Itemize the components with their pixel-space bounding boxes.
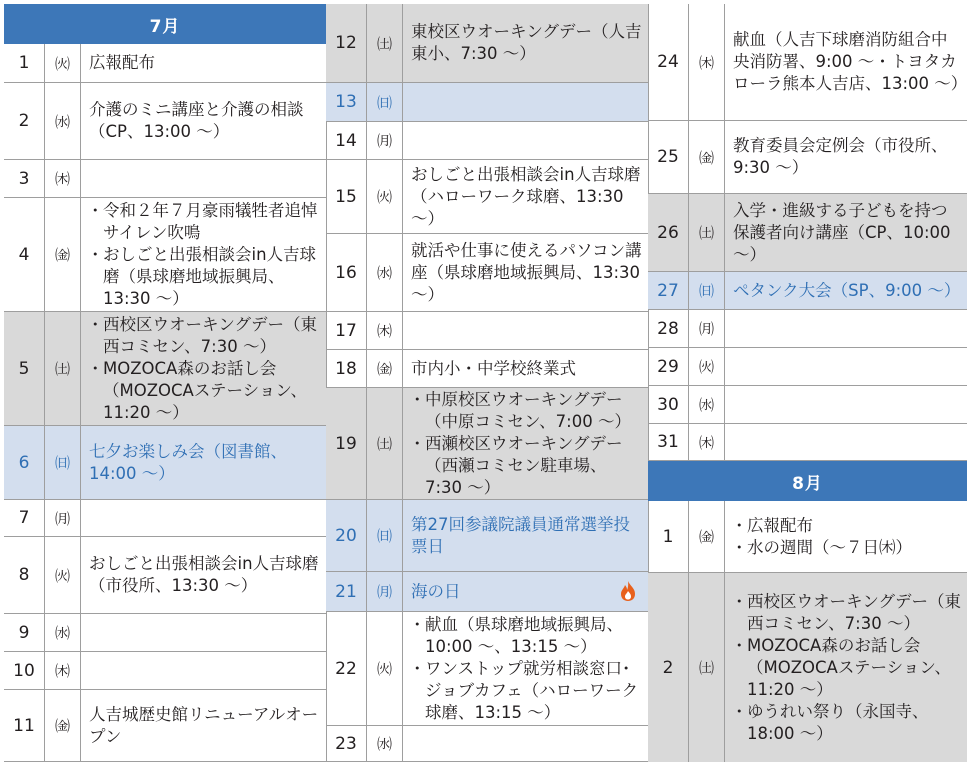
event-text: 七夕お楽しみ会（図書館、14:00 ～） (89, 441, 287, 483)
day-row (648, 4, 967, 121)
day-row (4, 690, 326, 762)
event-cell (725, 424, 967, 460)
event-cell (81, 426, 326, 499)
event-cell (725, 121, 967, 193)
event-text: 海の日 (411, 581, 461, 601)
day-row (4, 83, 326, 160)
event-text: 広報配布 (89, 53, 155, 72)
event-cell (725, 386, 967, 423)
day-number: 3 (4, 160, 45, 197)
event-item: ・ 西校区ウオーキングデー（東西コミセン、7:30 ～） (733, 591, 961, 635)
day-number: 9 (4, 614, 45, 651)
event-text: 東校区ウオーキングデー（人吉東小、7:30 ～） (411, 22, 642, 63)
fire-icon (620, 580, 636, 608)
event-list (411, 614, 642, 724)
weekday: ㈭ (689, 4, 725, 120)
day-row (326, 612, 648, 726)
day-row (648, 194, 967, 272)
event-cell (81, 160, 326, 197)
day-number: 1 (648, 501, 689, 572)
weekday: ㈭ (367, 312, 403, 349)
weekday: ㈯ (689, 194, 725, 271)
weekday: ㈮ (689, 501, 725, 572)
day-number: 31 (648, 424, 689, 460)
weekday: ㈰ (367, 500, 403, 571)
day-number: 30 (648, 386, 689, 423)
weekday: ㈬ (367, 234, 403, 311)
event-text: 入学・進級する子どもを持つ保護者向け講座（CP、10:00 ～） (733, 200, 951, 264)
day-number: 22 (326, 612, 367, 725)
day-number: 19 (326, 388, 367, 499)
event-cell (81, 690, 326, 761)
event-cell (403, 500, 648, 571)
event-item: ・ MOZOCA森のお話し会（MOZOCAステーション、11:20 ～） (89, 358, 320, 424)
day-number: 12 (326, 4, 367, 82)
day-number: 14 (326, 122, 367, 159)
weekday: ㈰ (367, 83, 403, 121)
day-row (4, 426, 326, 500)
event-cell (403, 312, 648, 349)
event-item: ・ 西瀬校区ウオーキングデー（西瀬コミセン駐車場、7:30 ～） (411, 433, 642, 499)
event-cell (81, 500, 326, 536)
event-list (733, 515, 961, 559)
weekday: ㈮ (367, 350, 403, 387)
weekday: ㈫ (689, 348, 725, 385)
day-row (648, 348, 967, 386)
event-text: 介護のミニ講座と介護の相談（CP、13:00 ～） (89, 100, 304, 141)
event-text: 教育委員会定例会（市役所、9:30 ～） (733, 136, 948, 177)
event-list (89, 314, 320, 424)
day-row (4, 537, 326, 614)
event-item: ・ ゆうれい祭り（永国寺、18:00 ～） (733, 701, 961, 745)
day-row (648, 310, 967, 348)
event-text: おしごと出張相談会in人吉球磨（市役所、13:30 ～） (89, 554, 319, 595)
event-text: おしごと出張相談会in人吉球磨（ハローワーク球磨、13:30 ～） (411, 164, 641, 228)
weekday: ㈬ (45, 83, 81, 159)
event-cell (725, 310, 967, 347)
event-item: ・ おしごと出張相談会in人吉球磨（県球磨地域振興局、13:30 ～） (89, 244, 320, 310)
event-text: 就活や仕事に使えるパソコン講座（県球磨地域振興局、13:30 ～） (411, 240, 642, 304)
event-item: ・ MOZOCA森のお話し会（MOZOCAステーション、11:20 ～） (733, 635, 961, 701)
event-cell (81, 312, 326, 425)
event-text: 献血（人吉下球磨消防組合中央消防署、9:00 ～・トヨタカローラ熊本人吉店、13:00 ～） (733, 30, 968, 93)
day-number: 16 (326, 234, 367, 311)
weekday: ㈮ (45, 690, 81, 761)
day-row (326, 83, 648, 122)
weekday: ㈮ (45, 198, 81, 311)
calendar-column-1 (4, 4, 327, 762)
weekday: ㈪ (45, 500, 81, 536)
weekday: ㈰ (45, 426, 81, 499)
day-number: 17 (326, 312, 367, 349)
weekday: ㈬ (689, 386, 725, 423)
day-row (4, 312, 326, 426)
day-row (648, 386, 967, 424)
weekday: ㈯ (45, 312, 81, 425)
day-number: 25 (648, 121, 689, 193)
weekday: ㈫ (45, 44, 81, 82)
day-row (4, 44, 326, 83)
weekday: ㈬ (45, 614, 81, 651)
event-item: ・ 西校区ウオーキングデー（東西コミセン、7:30 ～） (89, 314, 320, 358)
day-number: 29 (648, 348, 689, 385)
weekday: ㈯ (689, 573, 725, 762)
day-number: 15 (326, 160, 367, 233)
weekday: ㈭ (45, 160, 81, 197)
day-number: 6 (4, 426, 45, 499)
event-text: 人吉城歴史館リニューアルオープン (89, 704, 319, 746)
event-cell (403, 388, 648, 499)
day-row (648, 272, 967, 310)
event-cell (403, 4, 648, 82)
weekday: ㈪ (367, 572, 403, 611)
event-cell (81, 198, 326, 311)
event-list (411, 389, 642, 499)
weekday: ㈫ (367, 612, 403, 725)
weekday: ㈫ (45, 537, 81, 613)
day-number: 4 (4, 198, 45, 311)
event-cell (81, 614, 326, 651)
weekday: ㈬ (367, 726, 403, 761)
day-row (326, 726, 648, 762)
event-cell (725, 573, 967, 762)
day-number: 27 (648, 272, 689, 309)
month-header-july: 7月 (4, 4, 326, 44)
day-number: 13 (326, 83, 367, 121)
event-cell (725, 501, 967, 572)
day-number: 11 (4, 690, 45, 761)
event-list (89, 200, 320, 310)
day-row (326, 500, 648, 572)
day-number: 10 (4, 652, 45, 689)
weekday: ㈭ (45, 652, 81, 689)
weekday: ㈮ (689, 121, 725, 193)
day-number: 7 (4, 500, 45, 536)
day-number: 20 (326, 500, 367, 571)
event-item: ・ 令和２年７月豪雨犠牲者追悼サイレン吹鳴 (89, 200, 320, 244)
event-cell (725, 348, 967, 385)
event-item: ・ ワンストップ就労相談窓口･ジョブカフェ（ハローワーク球磨、13:15 ～） (411, 658, 642, 724)
event-cell (81, 537, 326, 613)
day-number: 18 (326, 350, 367, 387)
event-cell (403, 612, 648, 725)
day-row (4, 160, 326, 198)
day-row (326, 572, 648, 612)
day-number: 24 (648, 4, 689, 120)
day-row (326, 234, 648, 312)
event-item: ・ 広報配布 (733, 515, 961, 537)
event-cell (403, 122, 648, 159)
event-item: ・ 献血（県球磨地域振興局、10:00 ～、13:15 ～） (411, 614, 642, 658)
day-row (326, 160, 648, 234)
day-row (326, 4, 648, 83)
event-text: 第27回参議院議員通常選挙投票日 (411, 514, 630, 556)
weekday: ㈯ (367, 388, 403, 499)
day-row (648, 424, 967, 461)
event-cell (403, 572, 648, 611)
day-row (326, 350, 648, 388)
event-item: ・ 水の週間（～７日㈭） (733, 537, 961, 559)
weekday: ㈰ (689, 272, 725, 309)
weekday: ㈯ (367, 4, 403, 82)
event-list (733, 591, 961, 745)
event-cell (81, 44, 326, 82)
day-row (648, 121, 967, 194)
event-cell (725, 272, 967, 309)
day-number: 1 (4, 44, 45, 82)
day-number: 28 (648, 310, 689, 347)
event-text: ペタンク大会（SP、9:00 ～） (733, 280, 961, 300)
event-cell (725, 4, 967, 120)
day-row (4, 198, 326, 312)
event-cell (725, 194, 967, 271)
day-row (4, 500, 326, 537)
day-number: 5 (4, 312, 45, 425)
event-cell (403, 350, 648, 387)
day-number: 21 (326, 572, 367, 611)
day-number: 26 (648, 194, 689, 271)
event-cell (403, 234, 648, 311)
day-row (4, 614, 326, 652)
calendar-column-3 (648, 4, 967, 762)
event-item: ・ 中原校区ウオーキングデー（中原コミセン、7:00 ～） (411, 389, 642, 433)
event-cell (403, 726, 648, 761)
event-cell (403, 83, 648, 121)
calendar-column-2 (326, 4, 649, 762)
event-cell (81, 652, 326, 689)
day-row (326, 388, 648, 500)
day-row (648, 501, 967, 573)
day-number: 2 (4, 83, 45, 159)
day-number: 2 (648, 573, 689, 762)
event-cell (403, 160, 648, 233)
day-row (4, 652, 326, 690)
day-row (326, 122, 648, 160)
event-text: 市内小・中学校終業式 (411, 358, 576, 378)
weekday: ㈪ (689, 310, 725, 347)
weekday: ㈪ (367, 122, 403, 159)
weekday: ㈭ (689, 424, 725, 460)
day-row (648, 573, 967, 762)
day-row (326, 312, 648, 350)
event-cell (81, 83, 326, 159)
day-number: 8 (4, 537, 45, 613)
month-header-august: 8月 (648, 461, 967, 501)
day-number: 23 (326, 726, 367, 761)
weekday: ㈫ (367, 160, 403, 233)
